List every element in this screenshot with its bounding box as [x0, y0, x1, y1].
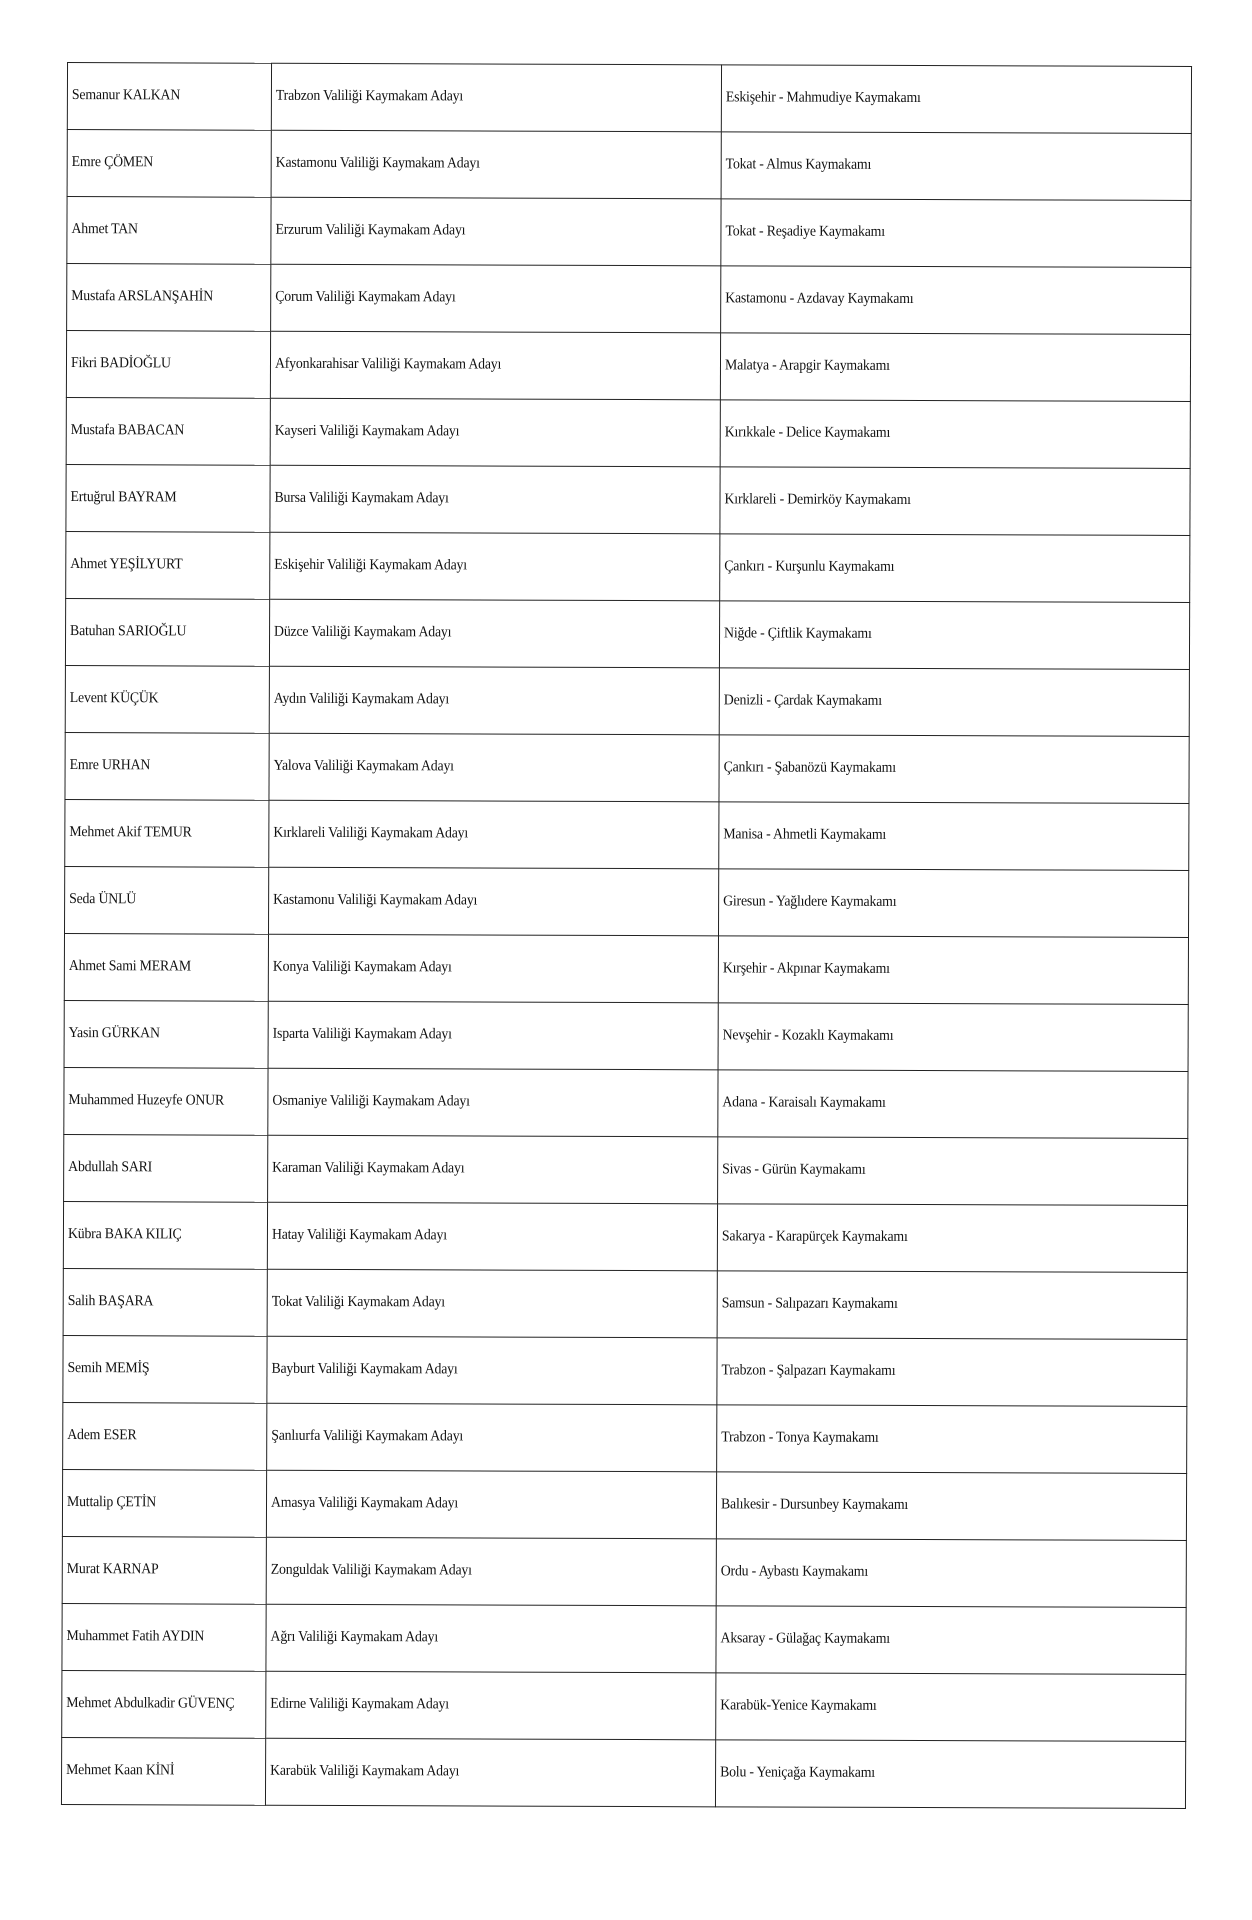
current-position-text: Bursa Valiliği Kaymakam Adayı [274, 490, 449, 507]
person-name-cell [64, 1068, 268, 1136]
table-row [65, 599, 1189, 670]
current-position-cell [267, 1403, 717, 1472]
person-name-text: Batuhan SARIOĞLU [70, 623, 187, 640]
table-row [67, 264, 1191, 335]
new-position-text: Çankırı - Şabanözü Kaymakamı [723, 759, 896, 777]
table-row [64, 1135, 1188, 1206]
table-row [65, 800, 1189, 871]
current-position-text: Isparta Valiliği Kaymakam Adayı [272, 1026, 452, 1043]
appointments-table [61, 62, 1192, 1809]
new-position-text: Trabzon - Tonya Kaymakamı [721, 1429, 879, 1447]
new-position-text: Denizli - Çardak Kaymakamı [723, 692, 882, 710]
new-position-cell [719, 601, 1189, 670]
person-name-cell [61, 1738, 265, 1806]
current-position-cell [266, 1470, 716, 1539]
current-position-cell [271, 63, 721, 132]
current-position-text: Kastamonu Valiliği Kaymakam Adayı [273, 892, 478, 909]
new-position-text: Tokat - Reşadiye Kaymakamı [725, 223, 885, 241]
person-name-text: Mehmet Abdulkadir GÜVENÇ [66, 1695, 235, 1713]
person-name-cell [62, 1537, 266, 1605]
current-position-cell [271, 197, 721, 266]
current-position-cell [268, 1068, 718, 1137]
new-position-cell [716, 1673, 1186, 1742]
person-name-text: Semih MEMİŞ [67, 1360, 150, 1377]
person-name-text: Salih BAŞARA [67, 1293, 154, 1310]
person-name-text: Mustafa BABACAN [70, 422, 185, 439]
new-position-text: Karabük-Yenice Kaymakamı [720, 1697, 877, 1715]
new-position-cell [718, 869, 1188, 938]
current-position-cell [268, 1001, 718, 1070]
person-name-cell [62, 1671, 266, 1739]
new-position-cell [717, 1271, 1187, 1340]
new-position-text: Adana - Karaisalı Kaymakamı [722, 1094, 886, 1112]
table-row [67, 197, 1191, 268]
current-position-text: Osmaniye Valiliği Kaymakam Adayı [272, 1093, 470, 1110]
table-row [62, 1470, 1186, 1541]
person-name-cell [62, 1470, 266, 1538]
person-name-cell [65, 666, 269, 734]
new-position-text: Tokat - Almus Kaymakamı [725, 156, 872, 174]
current-position-text: Konya Valiliği Kaymakam Adayı [272, 959, 452, 976]
person-name-cell [65, 867, 269, 935]
table-row [61, 1738, 1185, 1809]
person-name-text: Yasin GÜRKAN [68, 1025, 160, 1042]
table-row [66, 465, 1190, 536]
new-position-text: Balıkesir - Dursunbey Kaymakamı [720, 1496, 909, 1514]
person-name-cell [63, 1269, 267, 1337]
current-position-text: Kırklareli Valiliği Kaymakam Adayı [273, 825, 469, 842]
new-position-cell [716, 1539, 1186, 1608]
current-position-text: Kayseri Valiliği Kaymakam Adayı [274, 423, 460, 440]
current-position-cell [270, 331, 720, 400]
person-name-text: Emre URHAN [69, 757, 151, 774]
table-row [63, 1202, 1187, 1273]
new-position-text: Niğde - Çiftlik Kaymakamı [724, 625, 872, 643]
person-name-text: Ahmet Sami MERAM [68, 958, 191, 975]
table-row [67, 63, 1191, 134]
new-position-cell [719, 735, 1189, 804]
person-name-text: Mehmet Akif TEMUR [69, 824, 192, 841]
current-position-cell [269, 733, 719, 802]
current-position-cell [271, 264, 721, 333]
table-row [67, 130, 1191, 201]
current-position-cell [267, 1336, 717, 1405]
new-position-text: Sivas - Gürün Kaymakamı [722, 1161, 866, 1179]
new-position-cell [720, 467, 1190, 536]
new-position-cell [718, 1003, 1188, 1072]
current-position-text: Çorum Valiliği Kaymakam Adayı [275, 289, 456, 306]
person-name-text: Ahmet YEŞİLYURT [70, 556, 183, 573]
table-row [64, 1068, 1188, 1139]
current-position-cell [268, 934, 718, 1003]
current-position-text: Yalova Valiliği Kaymakam Adayı [273, 758, 454, 775]
person-name-text: Levent KÜÇÜK [69, 690, 159, 707]
current-position-cell [269, 666, 719, 735]
person-name-cell [64, 1001, 268, 1069]
current-position-text: Düzce Valiliği Kaymakam Adayı [274, 624, 452, 641]
new-position-text: Kastamonu - Azdavay Kaymakamı [725, 290, 914, 308]
new-position-cell [716, 1606, 1186, 1675]
table-row [66, 398, 1190, 469]
person-name-cell [67, 197, 271, 265]
new-position-cell [716, 1472, 1186, 1541]
current-position-text: Edirne Valiliği Kaymakam Adayı [270, 1696, 449, 1713]
table-row [65, 867, 1189, 938]
current-position-cell [268, 1135, 718, 1204]
current-position-cell [266, 1671, 716, 1740]
current-position-cell [271, 130, 721, 199]
person-name-text: Murat KARNAP [66, 1561, 159, 1578]
person-name-cell [63, 1202, 267, 1270]
current-position-text: Eskişehir Valiliği Kaymakam Adayı [274, 557, 467, 574]
table-row [66, 331, 1190, 402]
person-name-text: Emre ÇÖMEN [71, 154, 154, 171]
new-position-text: Sakarya - Karapürçek Kaymakamı [721, 1228, 908, 1246]
person-name-text: Muttalip ÇETİN [66, 1494, 157, 1511]
new-position-cell [718, 1137, 1188, 1206]
current-position-text: Zonguldak Valiliği Kaymakam Adayı [270, 1562, 472, 1579]
person-name-cell [65, 599, 269, 667]
person-name-text: Ertuğrul BAYRAM [70, 489, 177, 506]
current-position-cell [269, 800, 719, 869]
person-name-cell [65, 733, 269, 801]
table-row [62, 1671, 1186, 1742]
person-name-cell [62, 1604, 266, 1672]
new-position-cell [721, 132, 1191, 201]
table-row [63, 1336, 1187, 1407]
table-row [65, 733, 1189, 804]
table-row [64, 1001, 1188, 1072]
new-position-text: Aksaray - Gülağaç Kaymakamı [720, 1630, 890, 1648]
current-position-cell [269, 599, 719, 668]
new-position-cell [719, 802, 1189, 871]
new-position-cell [719, 668, 1189, 737]
person-name-text: Muhammed Huzeyfe ONUR [68, 1092, 225, 1109]
current-position-cell [270, 465, 720, 534]
person-name-text: Adem ESER [67, 1427, 137, 1444]
table-row [62, 1537, 1186, 1608]
person-name-cell [67, 130, 271, 198]
new-position-text: Eskişehir - Mahmudiye Kaymakamı [725, 89, 921, 107]
person-name-cell [66, 532, 270, 600]
new-position-cell [717, 1338, 1187, 1407]
current-position-text: Kastamonu Valiliği Kaymakam Adayı [275, 155, 480, 172]
person-name-text: Abdullah SARI [68, 1159, 153, 1176]
person-name-cell [67, 63, 271, 131]
current-position-text: Trabzon Valiliği Kaymakam Adayı [275, 88, 464, 105]
person-name-text: Muhammet Fatih AYDIN [66, 1628, 205, 1645]
new-position-cell [720, 400, 1190, 469]
new-position-cell [717, 1204, 1187, 1273]
person-name-text: Seda ÜNLÜ [69, 891, 137, 908]
new-position-text: Kırklareli - Demirköy Kaymakamı [724, 491, 911, 509]
new-position-text: Malatya - Arapgir Kaymakamı [724, 357, 890, 375]
new-position-text: Nevşehir - Kozaklı Kaymakamı [722, 1027, 894, 1045]
current-position-text: Hatay Valiliği Kaymakam Adayı [271, 1227, 447, 1244]
current-position-text: Ağrı Valiliği Kaymakam Adayı [270, 1629, 439, 1646]
person-name-text: Semanur KALKAN [71, 87, 181, 104]
new-position-text: Bolu - Yeniçağa Kaymakamı [720, 1764, 875, 1782]
new-position-text: Trabzon - Şalpazarı Kaymakamı [721, 1362, 896, 1380]
new-position-text: Ordu - Aybastı Kaymakamı [720, 1563, 869, 1581]
person-name-cell [66, 331, 270, 399]
table-row [63, 1403, 1187, 1474]
person-name-text: Fikri BADİOĞLU [70, 355, 171, 372]
person-name-cell [63, 1403, 267, 1471]
current-position-cell [270, 398, 720, 467]
new-position-cell [720, 534, 1190, 603]
person-name-text: Kübra BAKA KILIÇ [67, 1226, 182, 1243]
current-position-cell [270, 532, 720, 601]
person-name-text: Mustafa ARSLANŞAHİN [71, 288, 214, 305]
new-position-text: Kırıkkale - Delice Kaymakamı [724, 424, 891, 442]
new-position-cell [718, 936, 1188, 1005]
new-position-text: Giresun - Yağlıdere Kaymakamı [723, 893, 897, 911]
table-row [66, 532, 1190, 603]
current-position-cell [266, 1604, 716, 1673]
new-position-text: Kırşehir - Akpınar Kaymakamı [722, 960, 890, 978]
new-position-cell [721, 65, 1191, 134]
current-position-cell [266, 1537, 716, 1606]
new-position-text: Manisa - Ahmetli Kaymakamı [723, 826, 887, 844]
current-position-cell [267, 1202, 717, 1271]
current-position-cell [267, 1269, 717, 1338]
person-name-cell [66, 398, 270, 466]
table-row [64, 934, 1188, 1005]
appointments-table-body [61, 63, 1191, 1809]
new-position-cell [721, 199, 1191, 268]
table-row [65, 666, 1189, 737]
person-name-cell [66, 465, 270, 533]
current-position-text: Tokat Valiliği Kaymakam Adayı [271, 1294, 445, 1311]
new-position-text: Çankırı - Kurşunlu Kaymakamı [724, 558, 895, 576]
person-name-text: Ahmet TAN [71, 221, 138, 238]
current-position-text: Karaman Valiliği Kaymakam Adayı [272, 1160, 465, 1177]
person-name-cell [64, 1135, 268, 1203]
current-position-text: Karabük Valiliği Kaymakam Adayı [270, 1763, 460, 1780]
new-position-cell [715, 1740, 1185, 1809]
current-position-text: Şanlıurfa Valiliği Kaymakam Adayı [271, 1428, 464, 1445]
current-position-text: Erzurum Valiliği Kaymakam Adayı [275, 222, 466, 239]
new-position-cell [720, 333, 1190, 402]
person-name-cell [67, 264, 271, 332]
current-position-cell [265, 1738, 715, 1807]
current-position-text: Bayburt Valiliği Kaymakam Adayı [271, 1361, 458, 1378]
current-position-text: Amasya Valiliği Kaymakam Adayı [270, 1495, 459, 1512]
current-position-text: Aydın Valiliği Kaymakam Adayı [273, 691, 450, 708]
new-position-cell [721, 266, 1191, 335]
table-row [63, 1269, 1187, 1340]
person-name-cell [65, 800, 269, 868]
new-position-text: Samsun - Salıpazarı Kaymakamı [721, 1295, 898, 1313]
person-name-cell [64, 934, 268, 1002]
new-position-cell [718, 1070, 1188, 1139]
person-name-cell [63, 1336, 267, 1404]
person-name-text: Mehmet Kaan KİNİ [66, 1762, 175, 1779]
current-position-cell [269, 867, 719, 936]
current-position-text: Afyonkarahisar Valiliği Kaymakam Adayı [274, 356, 502, 373]
table-row [62, 1604, 1186, 1675]
new-position-cell [717, 1405, 1187, 1474]
